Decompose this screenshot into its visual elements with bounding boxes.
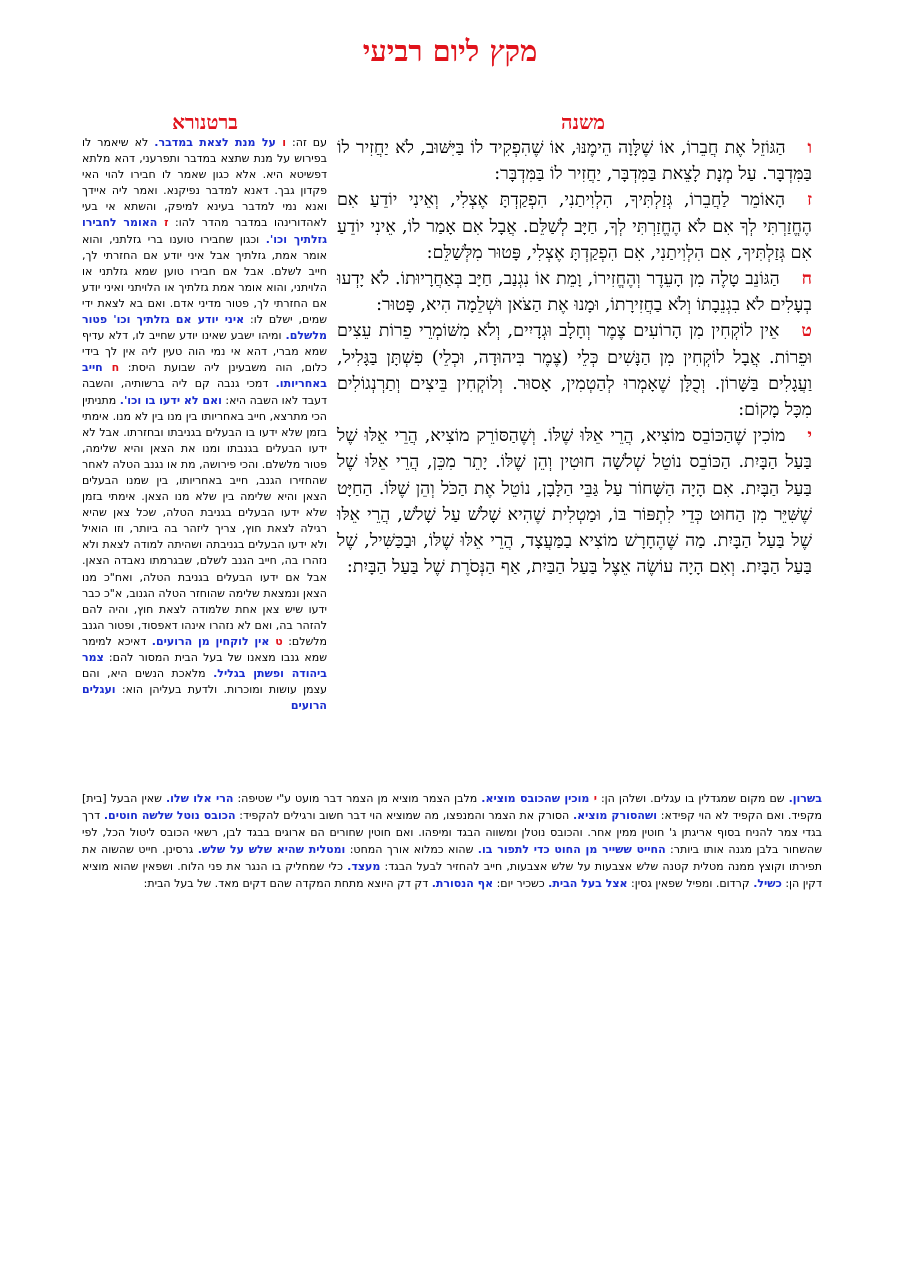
mishna-section — [337, 187, 812, 266]
commentary-text: עם זה: — [286, 136, 327, 149]
mishna-section — [337, 318, 812, 423]
section-marker: ט — [269, 634, 283, 648]
commentary-text: הסורק את הצמר והמנפצו, מה שמוציא הוי דבר חשוב ורגילים להקפיד: — [235, 809, 573, 822]
lemma-heading: חייב באחריותו. — [82, 361, 327, 391]
section-text: הַגּוֹנֵב טָלֶה מִן הָעֵדֶר וְהֶחֱזִירוֹ, וָמֵת אוֹ נִגְנַב, חַיָּב בְּאַחֲרָיוּתוֹ. לֹא יָדְעוּ בְעָלִים לֹא בִגְנֵבָתוֹ וְלֹא בַחֲזִירָתוֹ, וּמָנוּ אֶת הַצֹּאן וּשְׁלֵמָה הִיא, פָּטוּר: — [337, 269, 812, 316]
lemma-heading: אף הנסורת. — [431, 877, 494, 890]
commentary-text: דרך בגדי צמר להניח בסוף אריגתן ג' חוטין ממין אחר. והכובס נוטלן ומשווה הבגד ומיפהו. ואם חוטין שחורים הם ארוגים בבגד לבן, רשאי הכובס ליטול הכל, לפי שהשחור בלבן מגנה אותו ביותר: — [82, 809, 822, 856]
page-title: מקץ ליום רביעי — [362, 34, 538, 68]
commentary-text: כלי שמחליק בו הנגר את פני הלוח. ושפאין שהוא מוציא דקין הן: — [82, 860, 822, 890]
lemma-heading: ושהסורק מוציא. — [572, 809, 658, 822]
commentary-text: שאין הבעל [בית] מקפיד. ואם הקפיד לא הוי קפידא: — [82, 792, 823, 822]
section-text: הָאוֹמֵר לַחֲבֵרוֹ, גְּזַלְתִּיךָ, הִלְוִיתַנִי, הִפְקַדְתָּ אֶצְלִי, וְאֵינִי יוֹדֵעַ אִם הֶחֱזַרְתִּי לְךָ אִם לֹא הֶחֱזַרְתִּי לְךָ, חַיָּב לְשַׁלֵּם. אֲבָל אִם אָמַר לוֹ, אֵינִי יוֹדֵעַ אִם גְּזַלְתִּיךָ, אִם הִלְוִיתַנִי, אִם הִפְקַדְתָּ אֶצְלִי, פָּטוּר מִלְּשַׁלֵּם: — [337, 190, 812, 263]
lemma-heading: הכובס נוטל שלשה חוטים. — [103, 809, 236, 822]
section-text: אֵין לוֹקְחִין מִן הָרוֹעִים צֶמֶר וְחָלָב וּגְדָיִים, וְלֹא מִשּׁוֹמְרֵי פֵרוֹת עֵצִים וּפֵרוֹת. אֲבָל לוֹקְחִין מִן הַנָּשִׁים כְּלֵי (צֶמֶר בִּיהוּדָה, וּכְלֵי) פִשְׁתָּן בַּגָּלִיל, וַעֲגָלִים בַּשָּׁרוֹן. וְכֻלָּן שֶׁאָמְרוּ לְהַטְמִין, אָסוּר. וְלוֹקְחִין בֵּיצִים וְתַרְנְגוֹלִים מִכָּל מָקוֹם: — [337, 321, 812, 421]
section-marker: י — [589, 792, 597, 805]
lemma-heading: ועגלים הרועים — [82, 683, 327, 713]
section-marker: ז — [157, 216, 169, 230]
commentary-text: מלאכת הנשים היא, והם עצמן עושות ומוכרות. ולדעת בעליהן הוא: — [82, 667, 327, 697]
section-number: ז — [807, 190, 812, 211]
commentary-text: שם מקום שמגדלין בו עגלים. ושלהן הן: — [596, 792, 789, 805]
lemma-heading: בשרון. — [788, 792, 822, 805]
section-number: י — [807, 426, 812, 447]
commentary-text: לא שיאמר לו בפירוש על מנת שתצא במדבר ותפרעני, דהא מלתא דפשיטא היא. אלא כגון שאמר לו חבירו להוי האי פקדון גבך. דאנא למדבר נפיקנא. ואמר ליה איידך ואנא נמי למדבר בעינא למיפק, והשתא אי בעי לאהדורינהו במדבר מהדר להו: — [82, 136, 327, 230]
commentary-text: כשכיר יום: — [493, 877, 549, 890]
commentary-text: וכגון שחבירו טוענו ברי גזלתני, והוא אומר אמת, גזלתיך אבל איני יודע אם החזרתי לך, חייב לשלם. אבל אם חבירו טוען שמא גזלתני או הלויתני, והוא אומר אמת גזלתיך או הלויתני ואיני יודע אם החזרתי לך, פטור מדיני אדם. ואם בא לצאת ידי שמים, ישלם לו: — [82, 232, 327, 327]
lemma-heading: כשיל. — [753, 877, 782, 890]
bartenura-column — [82, 135, 327, 714]
mishna-section — [337, 266, 812, 318]
lemma-heading: החייט ששייר מן החוט כדי לתפור בו. — [477, 843, 666, 856]
section-number: ו — [807, 138, 812, 158]
lemma-heading: מוכין שהכובס מוציא. — [481, 792, 590, 805]
mishna-section — [337, 135, 812, 187]
commentary-text: מתניתין הכי מתרצא, חייב באחריותו בין מנו בין לא מנו. אימתי בזמן שלא ידעו בו הבעלים בגניבתו ובחזרתו. אבל לא ידעו הבעלים בגנבתו ומנו את הצאן והיא שלימה, פטור מלשלם. והכי פירושה, מת או נגנב הטלה לאחר שהחזירו הגנב, חייב באחריותו, בין שמנו הבעלים הצאן והיא שלימה בין שלא מנו הצאן. אימתי בזמן שלא ידעו הבעלים בגניבת הטלה, שכל צאן שהיא רגילה לצאת חוץ, צריך ליזהר בה ביותר, וזו הואיל ולא ידעו הבעלים בגניבתה ושהיתה למודה לצאת ולא נזהרו בה, חייב הגנב לשלם, שבגרמתו נאבדה הצאן. אבל אם ידעו הבעלים בגניבת הטלה, ואח"כ מנו הצאן ונמצאת שלימה שהוחזר הטלה הגנוב, א"כ כבר ידעו שיש צאן אחת שלמודה לצאת חוץ, והיה להם להזהר בה, ואם לא נזהרו אינהו דאפסוד, ופטור הגנב מלשלם: — [82, 393, 327, 648]
section-marker: ו — [275, 136, 287, 149]
lemma-heading: ואם לא ידעו בו וכו'. — [119, 393, 222, 407]
commentary-text: דאיכא למימר שמא גנבו מצאנו של בעל הבית המסור להם: — [82, 634, 327, 664]
mishna-column — [337, 135, 812, 580]
lemma-heading: ומטלית שהיא שלש על שלש. — [197, 843, 346, 856]
section-text: הַגּוֹזֵל אֶת חֲבֵרוֹ, אוֹ שֶׁלָּוָה הֵימֶנּוּ, אוֹ שֶׁהִפְקִיד לוֹ בַּיִּשּׁוּב, לֹא יַחֲזִיר לוֹ בַּמִּדְבָּר. עַל מְנָת לָצֵאת בַּמִּדְבָּר, יַחֲזִיר לוֹ בַּמִּדְבָּר: — [337, 138, 812, 185]
mishna-heading: משנה — [560, 110, 606, 134]
section-text: מוֹכִין שֶׁהַכּוֹבֵס מוֹצִיא, הֲרֵי אֵלּוּ שֶׁלּוֹ. וְשֶׁהַסּוֹרֵק מוֹצִיא, הֲרֵי אֵלּוּ שֶׁל בַּעַל הַבָּיִת. הַכּוֹבֵס נוֹטֵל שְׁלֹשָׁה חוּטִין וְהֵן שֶׁלּוֹ. יָתֵר מִכֵּן, הֲרֵי אֵלּוּ שֶׁל בַּעַל הַבָּיִת. אִם הָיָה הַשָּׁחוֹר עַל גַּבֵּי הַלָּבָן, נוֹטֵל אֶת הַכֹּל וְהֵן שֶׁלּוֹ. הַחַיָּט שֶׁשִּׁיֵּר מִן הַחוּט כְּדֵי לִתְפּוֹר בּוֹ, וּמַטְלִית שֶׁהִיא שָׁלֹשׁ עַל שָׁלֹשׁ, הֲרֵי אֵלּוּ שֶׁל בַּעַל הַבָּיִת. מַה שֶּׁהֶחָרָשׁ מוֹצִיא בַמַּעֲצָד, הֲרֵי אֵלּוּ שֶׁלּוֹ, וּבַכַּשִּׁיל, שֶׁל בַּעַל הַבָּיִת. וְאִם הָיָה עוֹשֶׂה אֵצֶל בַּעַל הַבַּיִת, אַף הַנְּסֹרֶת שֶׁל בַּעַל הַבָּיִת: — [337, 426, 812, 578]
bartenura-continuation — [82, 790, 822, 892]
lemma-heading: הרי אלו שלו. — [165, 792, 234, 805]
bartenura-heading: ברטנורא — [172, 110, 238, 134]
lemma-heading: איני יודע אם גזלתיך וכו' פטור מלשלם. — [82, 313, 327, 343]
lemma-heading: אין לוקחין מן הרועים. — [151, 634, 270, 648]
commentary-text: דק דק היוצא מתחת המקדה שהם דקים מאד. של בעל הבית: — [143, 877, 432, 890]
section-number: ח — [801, 269, 812, 290]
commentary-text: מלבן הצמר מוציא מן הצמר דבר מועט ע"י שטיפה: — [233, 792, 482, 805]
lemma-heading: מעצד. — [347, 860, 381, 873]
commentary-text: קרדום. ומפיל שפאין גסין: — [627, 877, 754, 890]
section-marker: ח — [102, 361, 120, 375]
commentary-text: שהוא כמלוא אורך המחט: — [345, 843, 478, 856]
commentary-text: גרסינן. חייט שהשוה את תפירתו וקוצץ ממנה מטלית קטנה שלש אצבעות על שלש אצבעות, חייב להחזיר לבעל הבגד: — [82, 843, 822, 873]
lemma-heading: אצל בעל הבית. — [548, 877, 628, 890]
lemma-heading: צמר ביהודה ופשתן בגליל. — [82, 651, 327, 681]
mishna-section — [337, 423, 812, 580]
commentary-text: ומיהו ישבע שאינו יודע שחייב לו, דלא עדיף שמא מברי, דהא אי נמי הוה טעין ליה אין לך בידי כלום, הוה משבעינן ליה שבועת היסת: — [82, 329, 328, 375]
section-number: ט — [801, 321, 812, 342]
lemma-heading: על מנת לצאת במדבר. — [154, 136, 276, 149]
lemma-heading: האומר לחבירו גזלתיך וכו'. — [82, 216, 327, 246]
commentary-text: דמכי גנבה קם ליה ברשותיה, והשבה דעבד לאו השבה היא: — [82, 377, 328, 407]
